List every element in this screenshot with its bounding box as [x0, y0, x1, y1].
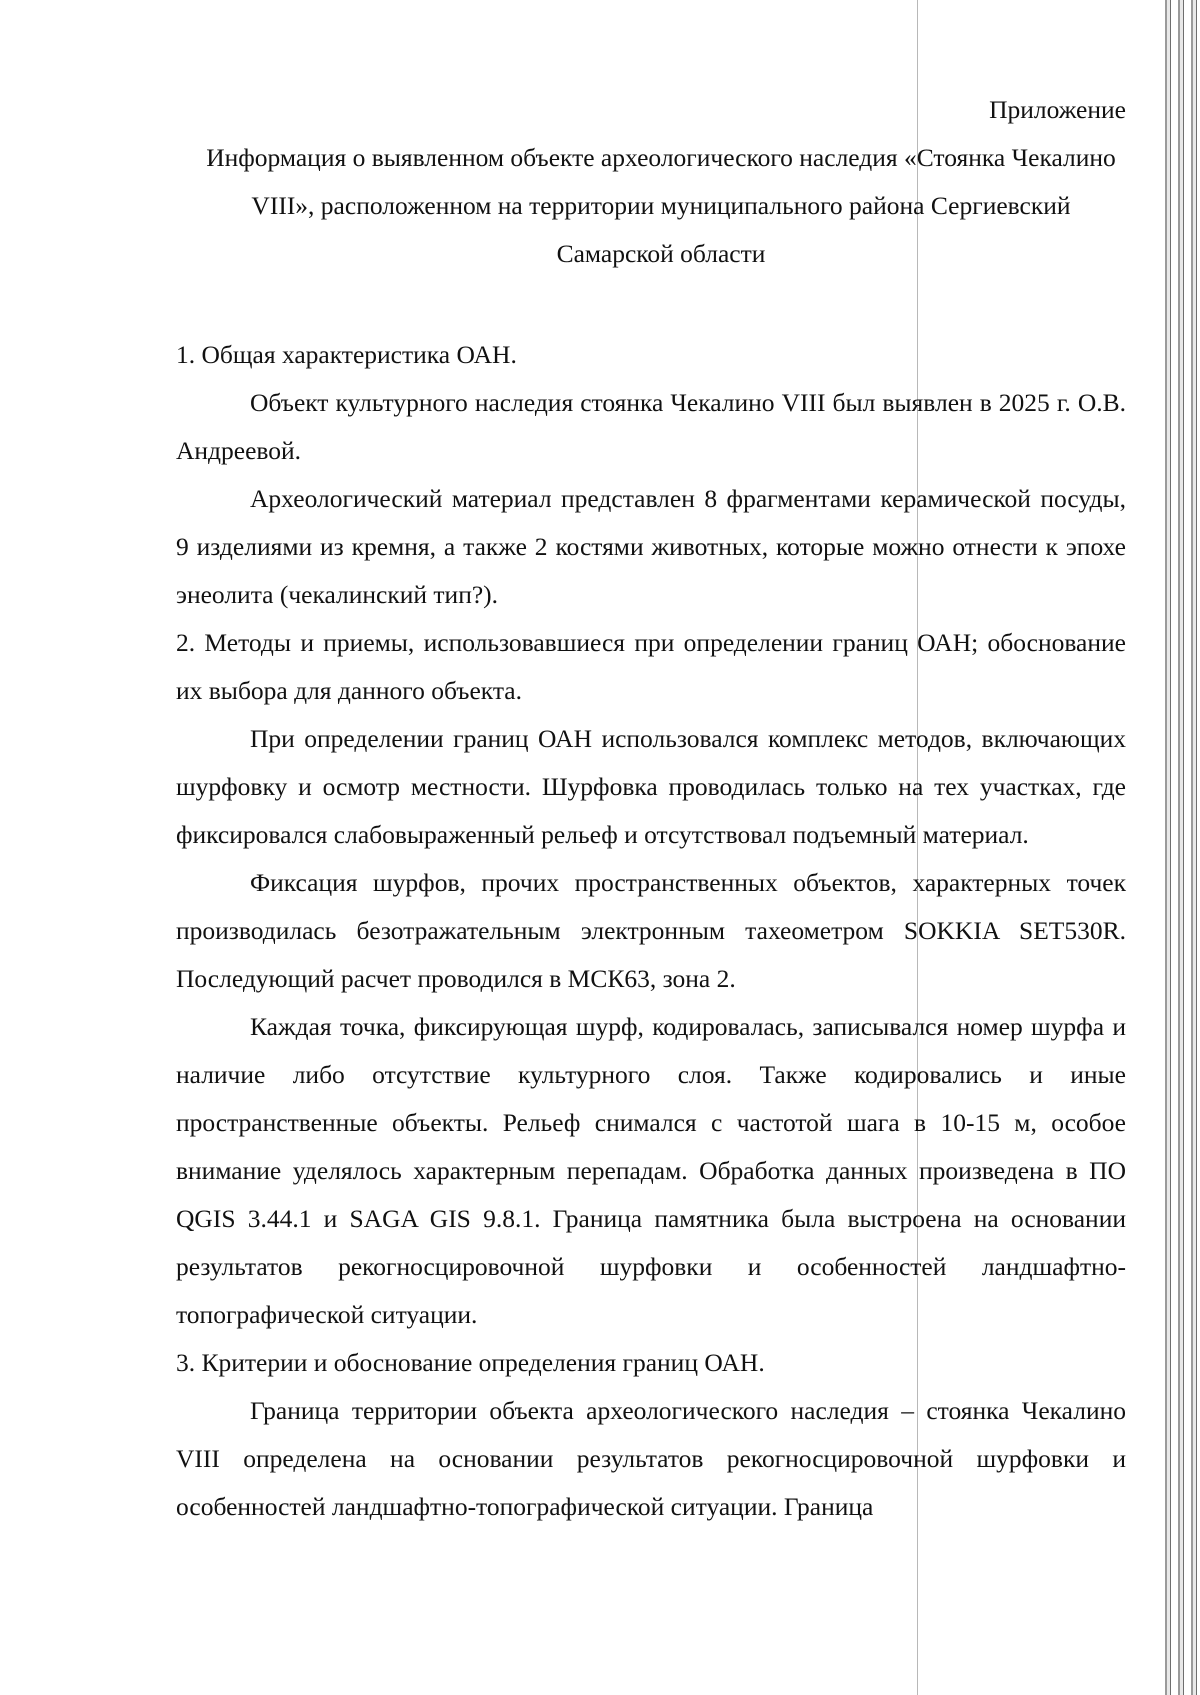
section-heading-3: 3. Критерии и обоснование определения границ ОАН. [176, 1348, 765, 1377]
appendix-label: Приложение [989, 95, 1126, 124]
document-title: Информация о выявленном объекте археологического наследия «Стоянка Чекалино VIII», расположенном на территории муниципального района Сергиевский Самарской области [206, 143, 1116, 268]
paragraph-2-3: Каждая точка, фиксирующая шурф, кодировалась, записывался номер шурфа и наличие либо отсутствие культурного слоя. Также кодировались и иные пространственные объекты. Рельеф снимался с частотой шага в 10-15 м, особое внимание уделялось характерным перепадам. Обработка данных произведена в ПО QGIS 3.44.1 и SAGA GIS 9.8.1. Граница памятника была выстроена на основании результатов рекогносцировочной шурфовки и особенностей ландшафтно-топографической ситуации. [176, 1012, 1126, 1329]
document-body [176, 86, 1126, 1531]
paragraph-2-2: Фиксация шурфов, прочих пространственных объектов, характерных точек производилась безотражательным электронным тахеометром SOKKIA SET530R. Последующий расчет проводился в МСК63, зона 2. [176, 868, 1126, 993]
paragraph-3-1: Граница территории объекта археологического наследия – стоянка Чекалино VIII определена на основании результатов рекогносцировочной шурфовки и особенностей ландшафтно-топографической ситуации. Граница [176, 1396, 1126, 1521]
paragraph-1-2: Археологический материал представлен 8 фрагментами керамической посуды, 9 изделиями из кремня, а также 2 костями животных, которые можно отнести к эпохе энеолита (чекалинский тип?). [176, 484, 1126, 609]
section-heading-1: 1. Общая характеристика ОАН. [176, 340, 517, 369]
paragraph-2-1: При определении границ ОАН использовался комплекс методов, включающих шурфовку и осмотр местности. Шурфовка проводилась только на тех участках, где фиксировался слабовыраженный рельеф и отсутствовал подъемный материал. [176, 724, 1126, 849]
paragraph-1-1: Объект культурного наследия стоянка Чекалино VIII был выявлен в 2025 г. О.В. Андреевой. [176, 388, 1126, 465]
section-heading-2: 2. Методы и приемы, использовавшиеся при определении границ ОАН; обоснование их выбора для данного объекта. [176, 628, 1126, 705]
binding-edge [1162, 0, 1200, 1695]
